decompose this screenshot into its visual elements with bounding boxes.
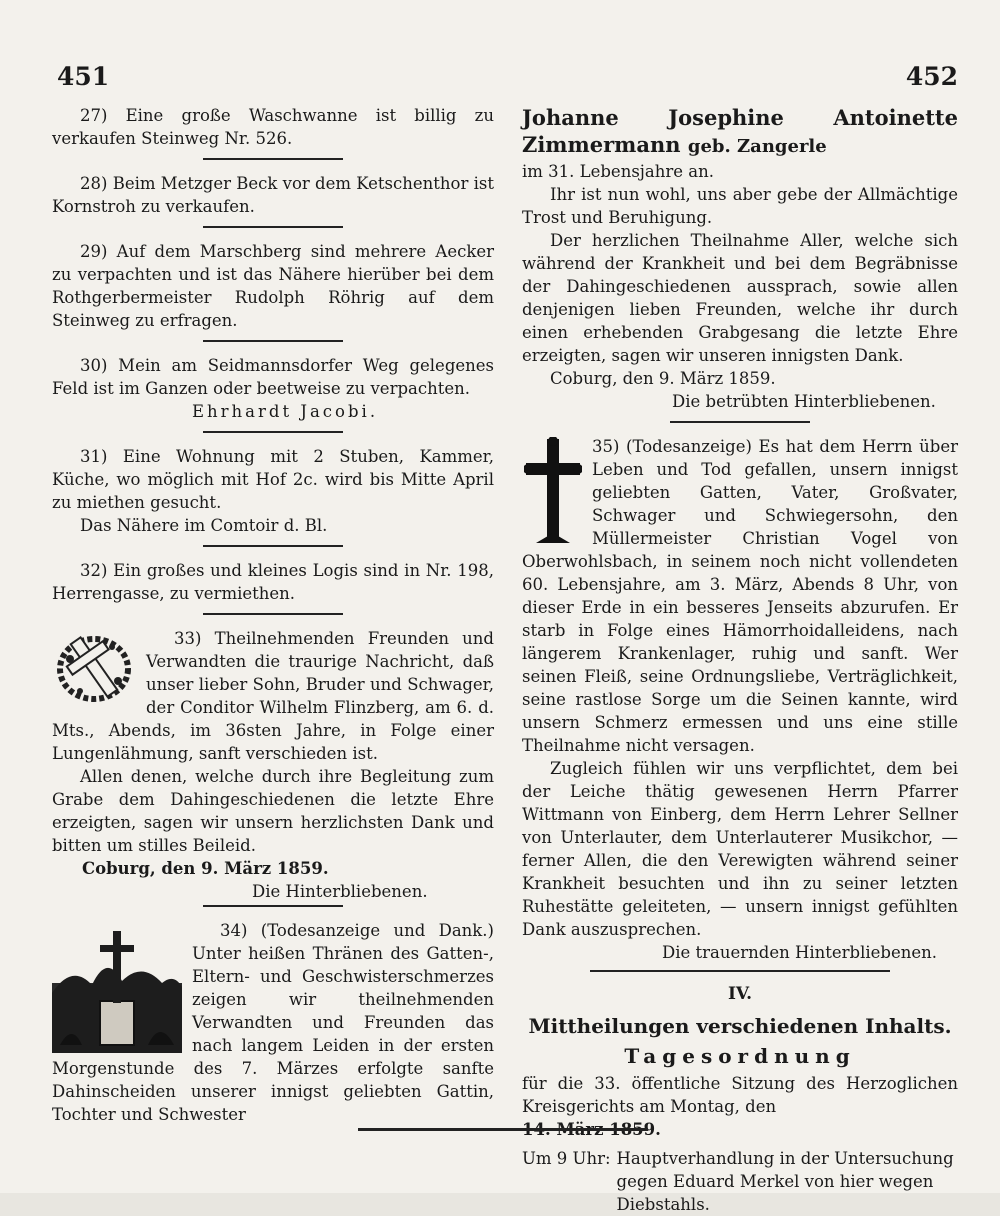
ad-27: 27) Eine große Waschwanne ist billig zu verkaufen Steinweg Nr. 526. (52, 106, 494, 148)
agenda-time: Um 9 Uhr: (522, 1149, 611, 1168)
bottom-rule (358, 1128, 648, 1131)
right-column (522, 104, 958, 1216)
agenda-title: Tagesordnung (624, 1044, 856, 1068)
ad-30: 30) Mein am Seidmannsdorfer Weg gelegenes Feld ist im Ganzen oder beetweise zu verpachten. (52, 356, 494, 398)
obit-age: im 31. Lebensjahre an. (522, 162, 714, 181)
left-column (52, 104, 494, 1126)
agenda-session-line: für die 33. öffentliche Sitzung des Herzoglichen Kreisgerichts am Montag, den (522, 1074, 958, 1116)
agenda-item (522, 1147, 958, 1216)
ad-33-signature: Die Hinterbliebenen. (252, 882, 428, 901)
wreath-cross-icon (52, 629, 136, 705)
obit-date: Coburg, den 9. März 1859. (550, 369, 776, 388)
page-number-left: 451 (57, 62, 110, 91)
deceased-name: Johanne Josephine Antoinette Zimmermann (522, 105, 958, 157)
divider (203, 613, 343, 615)
page-number-right: 452 (905, 62, 958, 91)
divider (203, 226, 343, 228)
cross-icon (524, 437, 582, 545)
ad-31-note: Das Nähere im Comtoir d. Bl. (80, 516, 328, 535)
ad-29: 29) Auf dem Marschberg sind mehrere Aecker zu verpachten und ist das Nähere hierüber bei dem Rothgerbermeister Rudolph Röhrig auf dem Steinweg zu erfragen. (52, 242, 494, 330)
grave-monument-icon (52, 923, 182, 1053)
ad-33-thanks: Allen denen, welche durch ihre Begleitung zum Grabe dem Dahingeschiedenen die letzte Ehre erzeigten, sagen wir unsern herzlichsten Dank und bitten um stilles Beileid. (52, 767, 494, 855)
ad-32: 32) Ein großes und kleines Logis sind in Nr. 198, Herrengasse, zu vermiethen. (52, 561, 494, 603)
ad-35-announcement: 35) (Todesanzeige) Es hat dem Herrn über Leben und Tod gefallen, unsern innigst geliebten Gatten, Vater, Großvater, Schwager und Schwiegersohn, den Müllermeister Christian Vogel von Oberwohlsbach, in seinem noch nicht vollendeten 60. Lebensjahre, am 3. März, Abends 8 Uhr, von dieser Erde in ein besseres Jenseits abzurufen. Er starb in Folge eines Hämorrhoidalleidens, nach längerem Krankenlager, ruhig und sanft. Wer seinen Fleiß, seine Ordnungsliebe, Verträglichkeit, seine rastlose Sorge um die Seinen kannte, wird unsern Schmerz ermessen und uns eine stille Theilnahme nicht versagen. (522, 437, 958, 755)
divider (203, 905, 343, 907)
divider (670, 421, 810, 423)
divider (203, 340, 343, 342)
ad-35-thanks: Zugleich fühlen wir uns verpflichtet, dem bei der Leiche thätig gewesenen Herrn Pfarrer Wittmann von Einberg, dem Herrn Lehrer Sellner von Unterlauter, dem Unterlauterer Musikchor, — ferner Allen, die den Verewigten während seiner Krankheit besuchten und ihn zu seiner letzten Ruhestätte geleiteten, — unsern innigst gefühlten Dank auszusprechen. (522, 759, 958, 939)
divider (590, 970, 890, 972)
ad-28: 28) Beim Metzger Beck vor dem Ketschenthor ist Kornstroh zu verkaufen. (52, 174, 494, 216)
divider (203, 431, 343, 433)
deceased-name-heading (522, 104, 958, 160)
obit-thanks: Der herzlichen Theilnahme Aller, welche sich während der Krankheit und bei dem Begräbnisse der Dahingeschiedenen aussprach, sowie allen denjenigen lieben Freunden, welche ihr durch einen erhebenden Grabgesang die letzte Ehre erzeigten, sagen wir unseren innigsten Dank. (522, 231, 958, 365)
ad-31: 31) Eine Wohnung mit 2 Stuben, Kammer, Küche, wo möglich mit Hof 2c. wird bis Mitte April zu miethen gesucht. (52, 447, 494, 512)
deceased-maiden-name: geb. Zangerle (687, 136, 827, 157)
section-title: Mittheilungen verschiedenen Inhalts. (528, 1014, 952, 1038)
ad-30-signature: Ehrhardt Jacobi. (192, 402, 379, 421)
ad-35-signature: Die trauernden Hinterbliebenen. (662, 943, 938, 962)
divider (203, 545, 343, 547)
obit-comfort: Ihr ist nun wohl, uns aber gebe der Allmächtige Trost und Beruhigung. (522, 185, 958, 227)
ad-33-date: Coburg, den 9. März 1859. (82, 859, 329, 878)
obit-signature: Die betrübten Hinterbliebenen. (672, 392, 936, 411)
section-number: IV. (727, 984, 753, 1004)
ad-33-announcement: 33) Theilnehmenden Freunden und Verwandten die traurige Nachricht, daß unser lieber Sohn, Bruder und Schwager, der Conditor Wilhelm Flinzberg, am 6. d. Mts., Abends, im 36sten Jahre, in Folge einer Lungenlähmung, sanft verschieden ist. (52, 629, 494, 763)
agenda-text: Hauptverhandlung in der Untersuchung gegen Eduard Merkel von hier wegen Diebstahls. (616, 1149, 954, 1214)
ad-34: 34) (Todesanzeige und Dank.) Unter heißen Thränen des Gatten-, Eltern- und Geschwisterschmerzes zeigen wir theilnehmenden Verwandten und Freunden das nach langem Leiden in der ersten Morgenstunde des 7. Märzes erfolgte sanfte Dahinscheiden unserer innigst geliebten Gattin, Tochter und Schwester (52, 921, 494, 1124)
divider (203, 158, 343, 160)
agenda-date: 14. März 1859. (522, 1120, 661, 1139)
